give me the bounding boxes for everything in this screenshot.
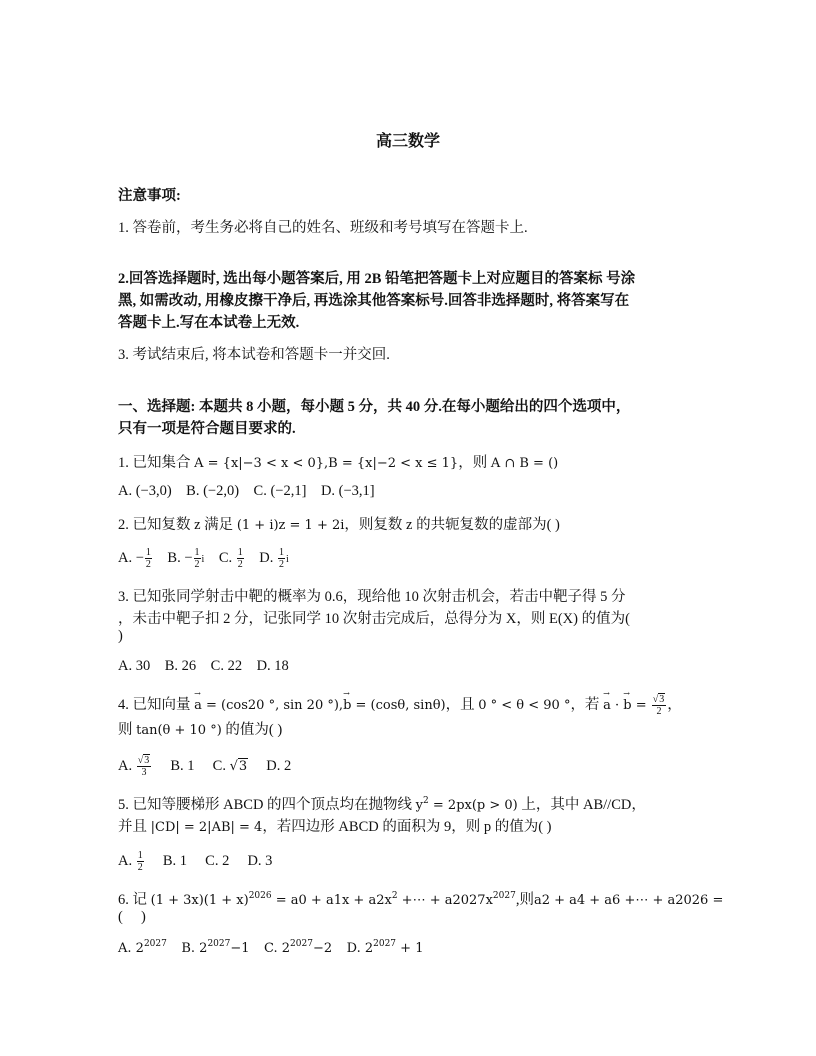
q4-option-a-den: 3 bbox=[141, 767, 147, 778]
q6-option-c bbox=[264, 941, 332, 956]
q2-expr: (1 + i)z = 1 + 2i bbox=[236, 518, 345, 533]
q5-options bbox=[118, 850, 272, 873]
q1-expr: A ∩ B = () bbox=[490, 456, 559, 471]
q4-option-c-value: 3 bbox=[238, 758, 248, 774]
q4-expr-a: = (cos20 °, sin 20 °), bbox=[201, 698, 344, 713]
q5-line-2-suffix: ，若四边形 ABCD 的面积为 9，则 p 的值为( ) bbox=[262, 819, 552, 835]
q4-option-c-label: C. bbox=[212, 757, 226, 774]
q4-option-b: B. 1 bbox=[170, 757, 195, 774]
q4-mid-2: ，若 bbox=[570, 697, 600, 713]
q3-line-2: ，未击中靶子扣 2 分，记张同学 10 次射击完成后，总得分为 X，则 E(X) 的值为( bbox=[118, 611, 630, 627]
q6-option-c-base: C. 2 bbox=[264, 941, 291, 956]
q5-line-2 bbox=[118, 815, 552, 836]
note-item-2-line-2: 黑, 如需改动, 用橡皮擦干净后, 再选涂其他答案标号.回答非选择题时, 将答案写在 bbox=[118, 293, 630, 309]
q4-dot-symbol: · bbox=[610, 698, 624, 713]
q2-option-d-den: 2 bbox=[278, 559, 284, 570]
q5-line-2-prefix: 并且 bbox=[118, 819, 147, 835]
q3-line-3: ) bbox=[118, 628, 123, 644]
q2-option-b-unit: i bbox=[201, 553, 205, 565]
q6-option-c-tail: −2 bbox=[312, 941, 333, 956]
page-title: 高三数学 bbox=[375, 133, 440, 150]
q6-line-2: ( ) bbox=[118, 909, 146, 925]
q5-option-a-num: 1 bbox=[137, 850, 143, 861]
q4-option-a-fraction bbox=[137, 755, 152, 778]
q4-option-c-radical: √3 bbox=[229, 758, 248, 774]
q2-option-a-fraction bbox=[145, 547, 152, 570]
q5-expr-rest: = 2px(p > 0) bbox=[428, 798, 518, 813]
question-4 bbox=[118, 693, 682, 717]
q2-option-d-unit: i bbox=[285, 553, 289, 565]
q6-option-d-base: D. 2 bbox=[346, 941, 374, 956]
q5-line-2-expr: |CD| = 2|AB| = 4 bbox=[150, 820, 263, 835]
note-item-2-line-1: 2.回答选择题时, 选出每小题答案后, 用 2B 铅笔把答题卡上对应题目的答案标 号涂 bbox=[118, 271, 636, 287]
q4-fraction-num: √3 bbox=[652, 694, 665, 706]
q2-option-a-label: A. bbox=[118, 549, 133, 566]
notes-heading: 注意事项: bbox=[118, 188, 181, 204]
q6-option-c-exp: 2027 bbox=[290, 939, 313, 949]
q2-option-a-sign: − bbox=[135, 549, 144, 566]
q2-option-d-label: D. bbox=[259, 549, 274, 566]
q4-dot-vector-a: → a bbox=[603, 698, 611, 713]
q4-option-d: D. 2 bbox=[266, 757, 292, 774]
q2-option-c-den: 2 bbox=[237, 559, 243, 570]
q5-option-a-label: A. bbox=[118, 852, 133, 869]
q4-line-2 bbox=[118, 718, 282, 739]
q2-option-b-den: 2 bbox=[194, 559, 200, 570]
q6-exp-3: 2027 bbox=[492, 891, 516, 901]
q6-expr-3: +⋯ + a2027x bbox=[397, 893, 493, 908]
q4-fraction bbox=[652, 694, 667, 717]
q2-option-b-num: 1 bbox=[194, 547, 200, 558]
q4-line-2-prefix: 则 bbox=[118, 722, 133, 738]
q1-prefix: 1. 已知集合 bbox=[118, 455, 191, 471]
q4-end: ， bbox=[667, 697, 682, 713]
q6-exp-2: 2 bbox=[391, 891, 398, 901]
q5-expr bbox=[416, 798, 518, 813]
q4-equals: = bbox=[631, 698, 651, 713]
q4-expr-b: = (cosθ, sinθ) bbox=[351, 698, 446, 713]
q5-options-rest: B. 1 C. 2 D. 3 bbox=[162, 852, 273, 869]
note-item-2-line-3: 答题卡上.写在本试卷上无效. bbox=[118, 315, 300, 331]
q6-expr-1: (1 + 3x)(1 + x) bbox=[150, 893, 249, 908]
q6-option-a-base: A. 2 bbox=[118, 941, 144, 956]
q2-suffix: ，则复数 z 的共轭复数的虚部为( ) bbox=[344, 517, 560, 533]
q2-option-b-sign: − bbox=[184, 549, 193, 566]
q6-option-b bbox=[181, 941, 249, 956]
q2-option-b-fraction bbox=[194, 547, 201, 570]
section-heading-line-1: 一、选择题: 本题共 8 小题，每小题 5 分，共 40 分.在每小题给出的四个选项中， bbox=[118, 399, 631, 415]
q4-line-2-suffix: 的值为( ) bbox=[225, 722, 283, 738]
q4-option-a-num: √3 bbox=[137, 755, 150, 766]
q6-option-d-exp: 2027 bbox=[373, 939, 397, 949]
q4-vector-b: → b bbox=[343, 698, 351, 713]
q5-option-a-fraction bbox=[137, 850, 144, 873]
q4-vector-a: → a bbox=[194, 698, 202, 713]
q6-mid: ,则 bbox=[515, 892, 534, 908]
q5-expr-y: y bbox=[415, 798, 424, 813]
q2-option-c-fraction bbox=[237, 547, 244, 570]
q4-dot-vector-b: → b bbox=[623, 698, 631, 713]
q6-option-d-tail: + 1 bbox=[396, 941, 424, 956]
q6-option-b-tail: −1 bbox=[230, 941, 250, 956]
q5-prefix: 5. 已知等腰梯形 ABCD 的四个顶点均在抛物线 bbox=[118, 797, 413, 813]
q6-expr bbox=[151, 893, 516, 908]
question-6 bbox=[118, 888, 723, 909]
note-item-3: 3. 考试结束后, 将本试卷和答题卡一并交回. bbox=[118, 347, 390, 363]
q6-expr-4: a2 + a4 + a6 +⋯ + a2026 = bbox=[533, 893, 724, 908]
q5-suffix: 上，其中 AB//CD， bbox=[521, 797, 646, 813]
q4-fraction-num-value: 3 bbox=[659, 694, 665, 706]
q4-line-2-expr: tan(θ + 10 °) bbox=[136, 723, 222, 738]
q6-expr-2: = a0 + a1x + a2x bbox=[271, 893, 392, 908]
q2-option-d-num: 1 bbox=[278, 547, 284, 558]
q4-option-a-label: A. bbox=[118, 757, 133, 774]
q4-option-a-num-value: 3 bbox=[144, 755, 150, 766]
q1-options: A. (−3,0) B. (−2,0) C. (−2,1] D. (−3,1] bbox=[118, 483, 375, 499]
q5-expr-exponent: 2 bbox=[423, 796, 429, 806]
q2-option-a-num: 1 bbox=[145, 547, 151, 558]
q4-condition: 0 ° < θ < 90 ° bbox=[478, 698, 571, 713]
q6-option-a bbox=[118, 941, 167, 956]
q1-set-b: ,B = {x|−2 < x ≤ 1} bbox=[324, 456, 459, 471]
note-item-1: 1. 答卷前，考生务必将自己的姓名、班级和考号填写在答题卡上. bbox=[118, 220, 528, 236]
q2-option-a-den: 2 bbox=[145, 559, 151, 570]
section-heading-line-2: 只有一项是符合题目要求的. bbox=[118, 421, 296, 437]
q1-mid: ，则 bbox=[458, 455, 488, 471]
q1-set-a: A = {x|−3 < x < 0} bbox=[194, 456, 325, 471]
q6-option-d bbox=[347, 941, 424, 956]
q6-option-b-exp: 2027 bbox=[207, 939, 231, 949]
question-2 bbox=[118, 513, 560, 534]
q4-fraction-den: 2 bbox=[656, 706, 662, 718]
q4-options bbox=[118, 755, 291, 778]
q3-line-1: 3. 已知张同学射击中靶的概率为 0.6，现给他 10 次射击机会，若击中靶子得 5 分 bbox=[118, 589, 626, 605]
q2-options bbox=[118, 547, 289, 570]
q2-prefix: 2. 已知复数 z 满足 bbox=[118, 517, 234, 533]
q2-option-c-label: C. bbox=[218, 549, 233, 566]
q5-option-a-den: 2 bbox=[137, 862, 143, 873]
q3-options: A. 30 B. 26 C. 22 D. 18 bbox=[118, 658, 289, 674]
question-5 bbox=[118, 793, 646, 814]
question-1 bbox=[118, 451, 558, 472]
q4-prefix: 4. 已知向量 bbox=[118, 697, 191, 713]
q2-option-d-fraction bbox=[278, 547, 285, 570]
q6-option-b-base: B. 2 bbox=[181, 941, 208, 956]
q2-option-b-label: B. bbox=[167, 549, 181, 566]
q6-options bbox=[118, 940, 423, 957]
q2-option-c-num: 1 bbox=[237, 547, 243, 558]
q4-mid: ，且 bbox=[445, 697, 475, 713]
q6-exp-1: 2026 bbox=[248, 891, 272, 901]
q6-option-a-exp: 2027 bbox=[143, 939, 167, 949]
q6-prefix: 6. 记 bbox=[118, 892, 147, 908]
